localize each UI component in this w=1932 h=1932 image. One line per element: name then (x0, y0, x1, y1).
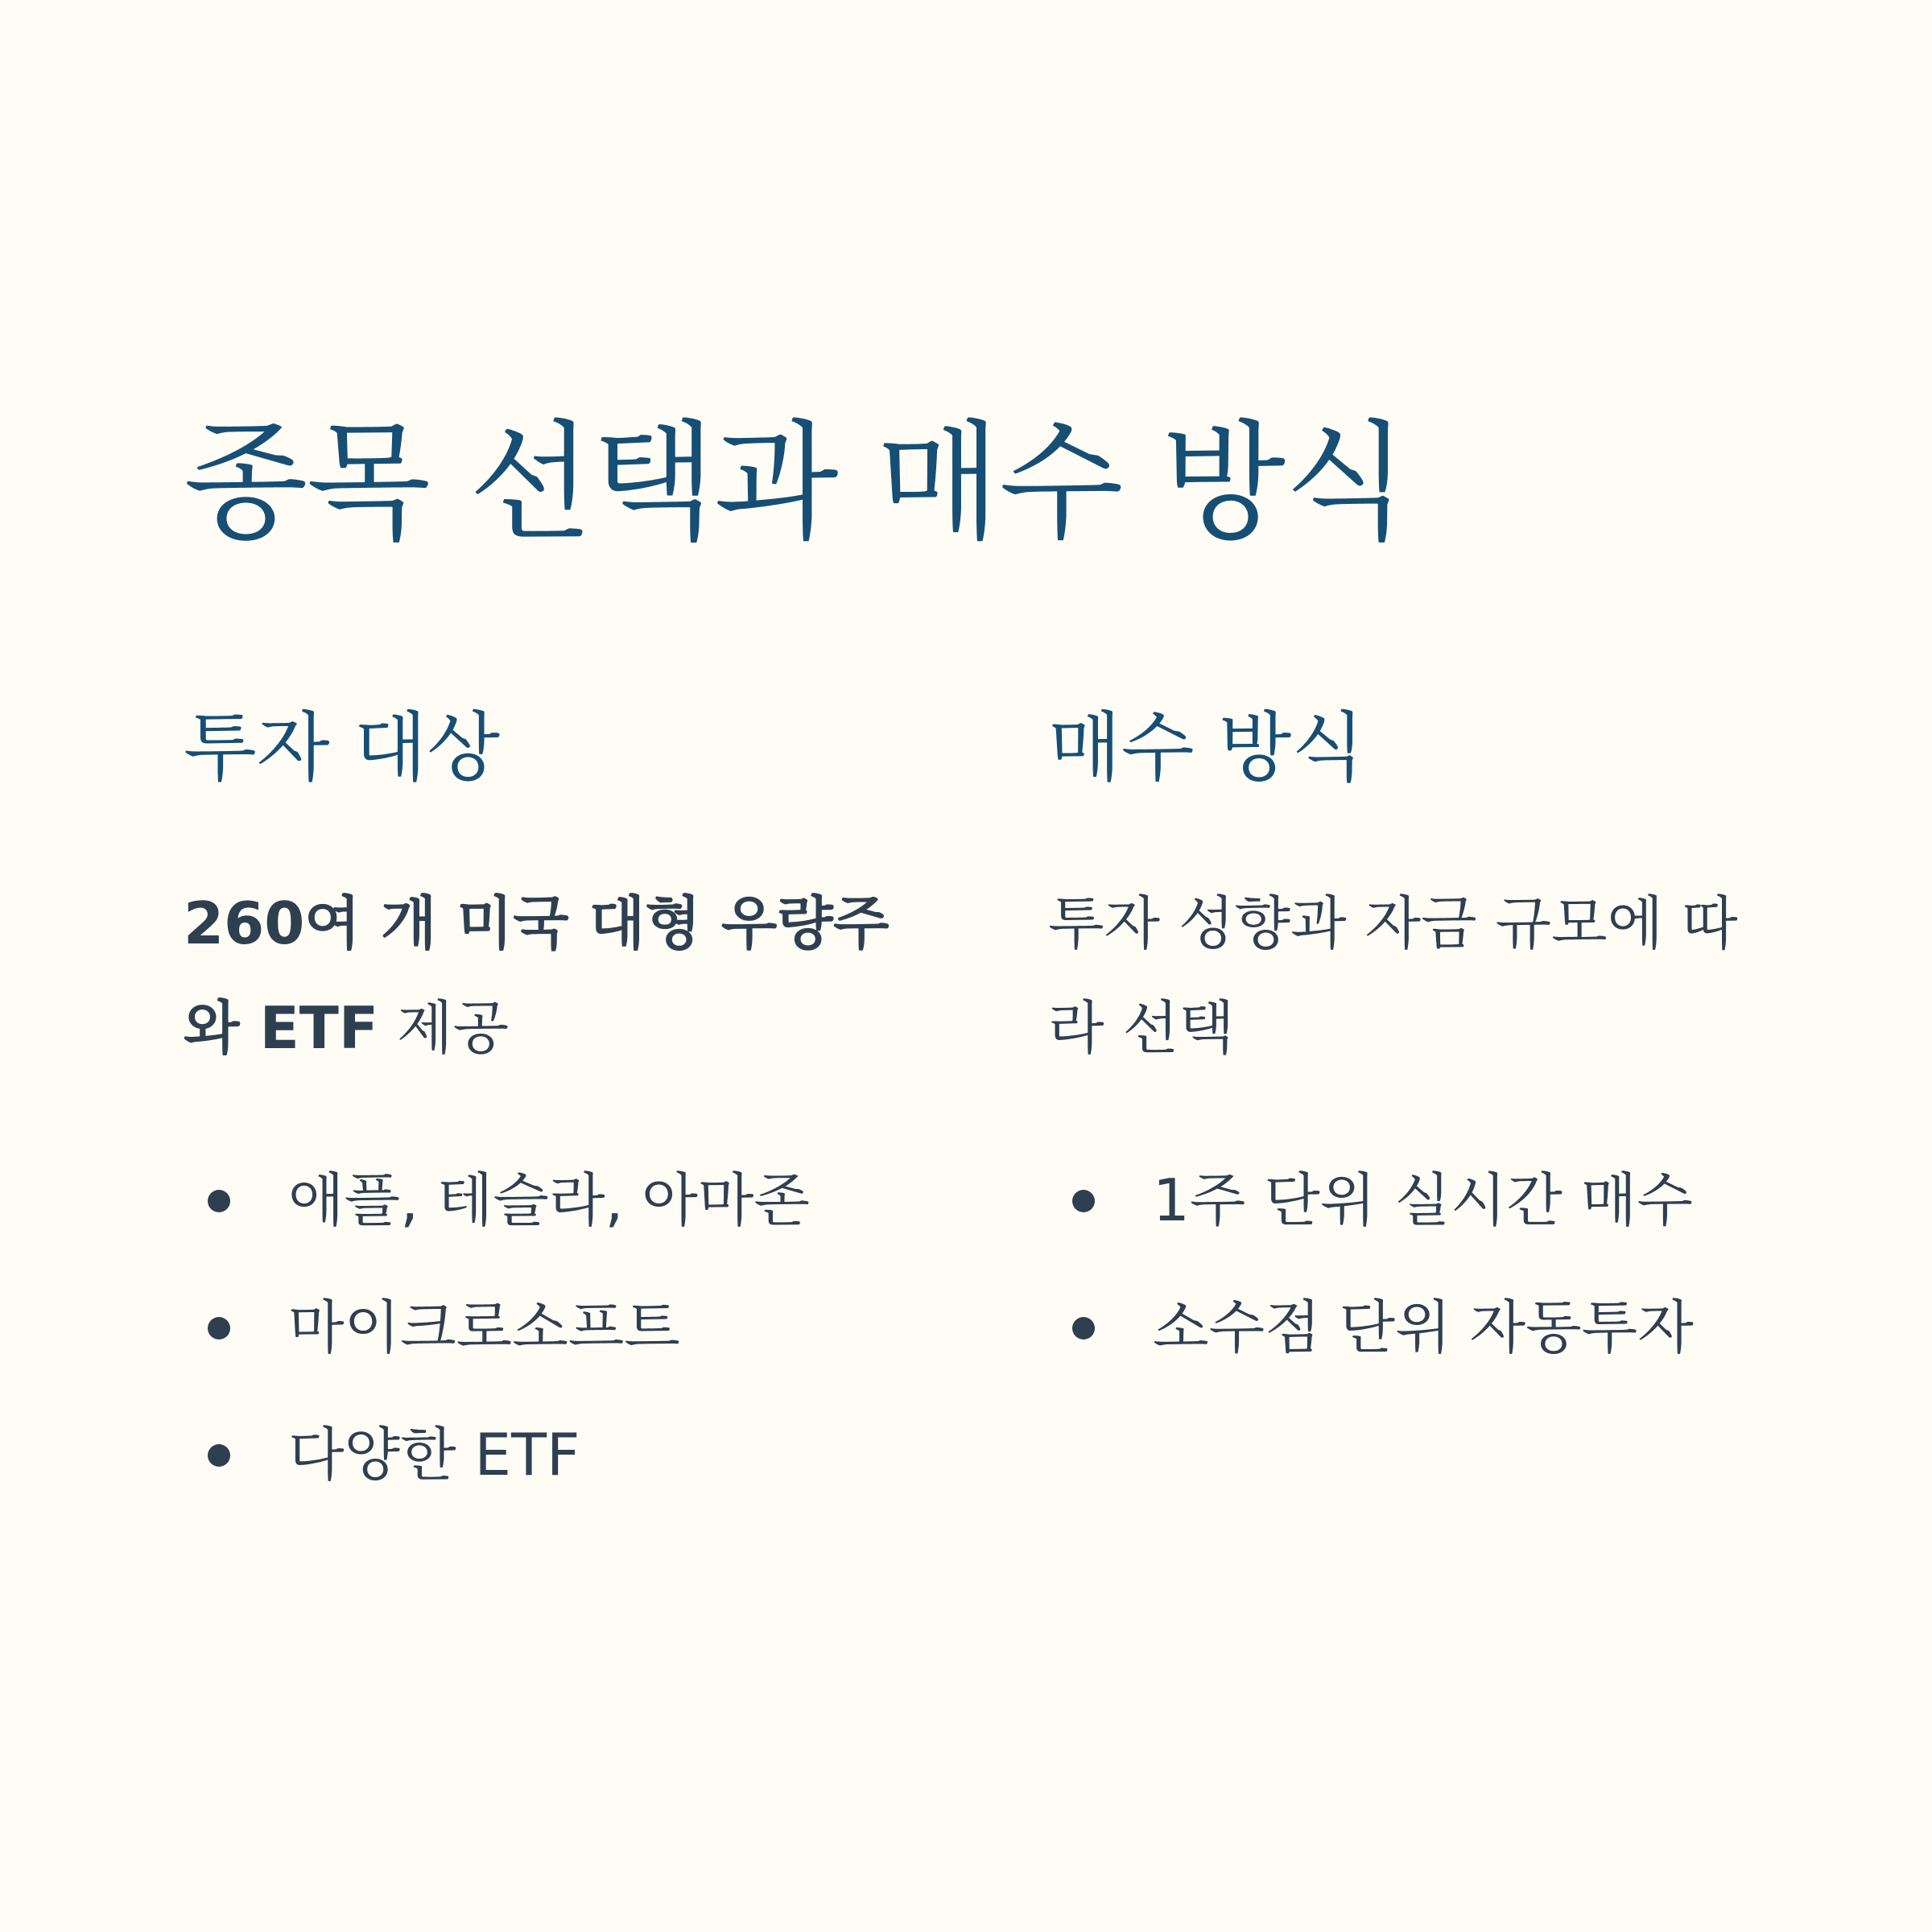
investment-target-description-bold: 260여 개 미국 대형 우량주와 ETF (184, 890, 890, 1062)
bullet-icon (208, 1444, 230, 1467)
investment-target-description-rest: 제공 (378, 994, 510, 1062)
purchase-method-list (1048, 1137, 1853, 1391)
investment-target-description (184, 871, 908, 1080)
bullet-icon (1072, 1190, 1095, 1212)
bullet-icon (208, 1190, 230, 1212)
purchase-method-heading: 매수 방식 (1048, 704, 1365, 792)
investment-target-section (184, 700, 989, 1518)
list-item (184, 1391, 989, 1518)
purchase-method-section (1048, 700, 1853, 1391)
list-item-text: 마이크로소프트 (288, 1294, 680, 1361)
list-item-text: 1주 단위 실시간 매수 (1153, 1166, 1693, 1234)
investment-target-heading: 투자 대상 (184, 704, 501, 792)
list-item-text: 애플, 테슬라, 아마존 (288, 1166, 810, 1234)
page-title: 종목 선택과 매수 방식 (184, 407, 1407, 558)
investment-target-list (184, 1137, 989, 1518)
list-item (184, 1137, 989, 1264)
list-item-text: 다양한 ETF (288, 1421, 580, 1488)
bullet-icon (1072, 1317, 1095, 1340)
purchase-method-description: 투자 성향과 자금 규모에 따라 선택 (1048, 890, 1738, 1062)
list-item (1048, 1264, 1853, 1391)
list-item (184, 1264, 989, 1391)
list-item (1048, 1137, 1853, 1264)
bullet-icon (208, 1317, 230, 1340)
list-item-text: 소수점 단위 자동투자 (1153, 1294, 1694, 1361)
